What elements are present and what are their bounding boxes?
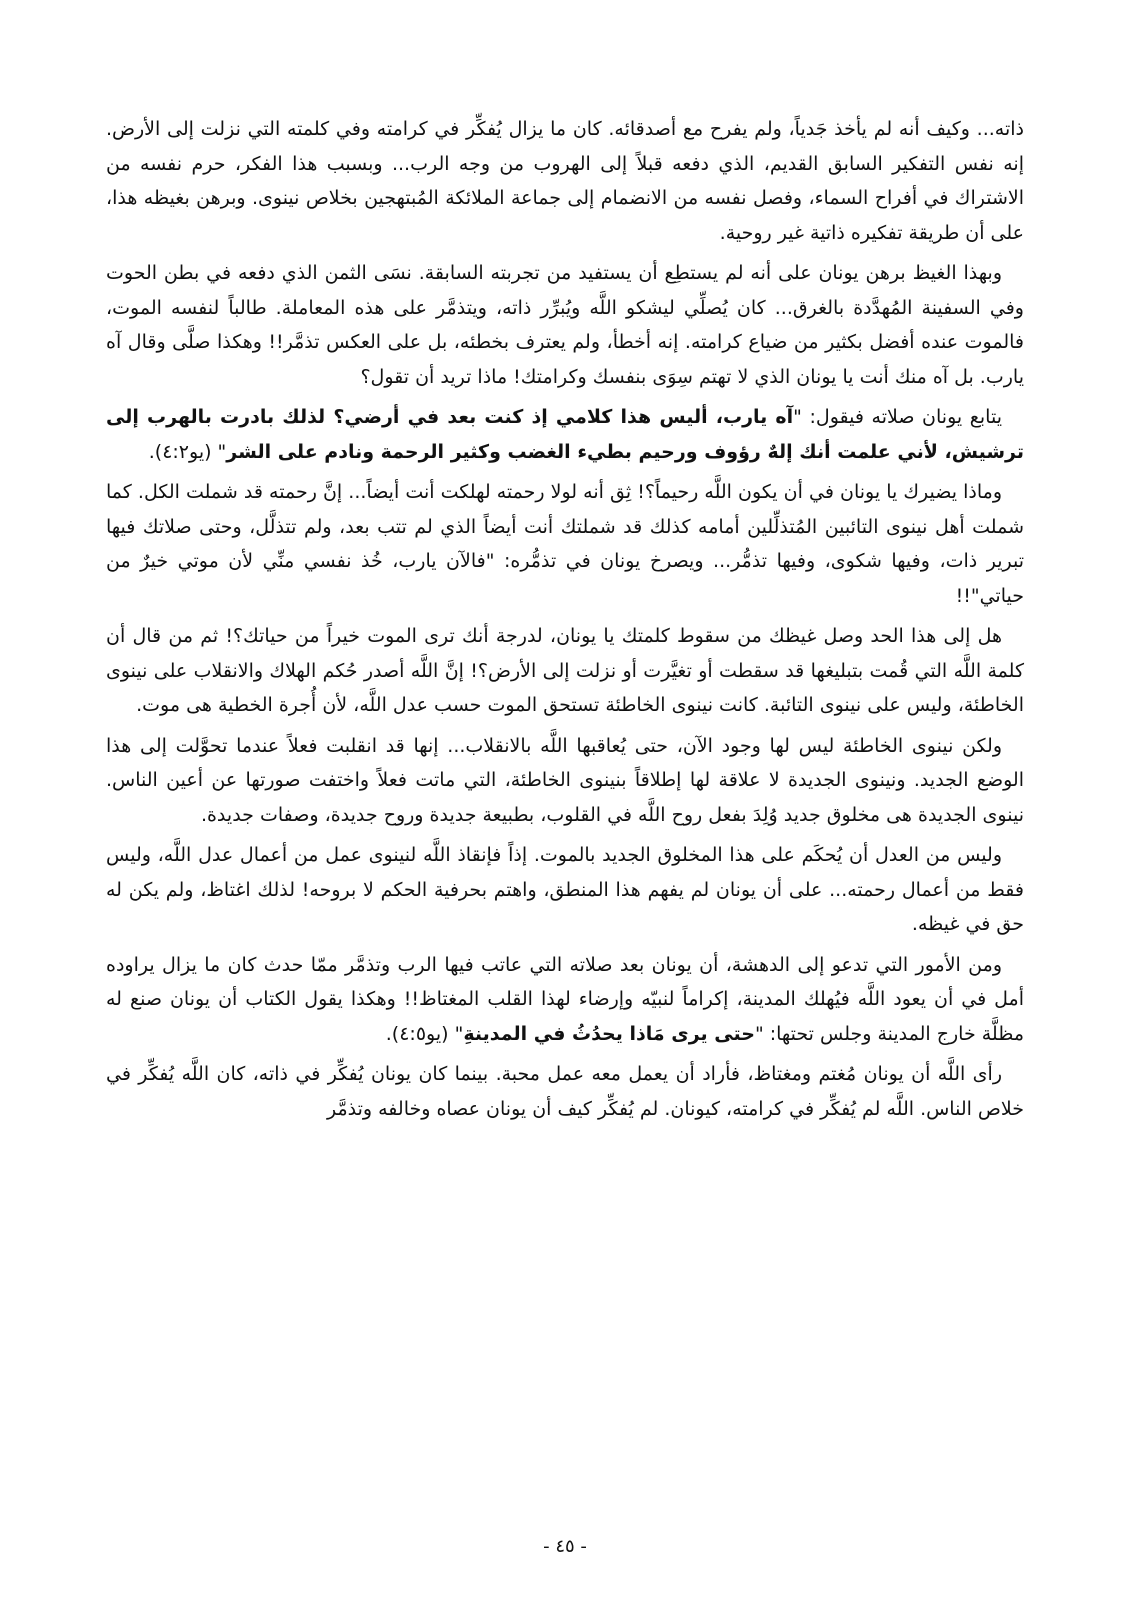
page-body (106, 112, 1024, 1132)
paragraph-8 (106, 948, 1024, 1052)
paragraph-2 (106, 256, 1024, 394)
paragraph-1 (106, 112, 1024, 250)
paragraph-6-text: ولكن نينوى الخاطئة ليس لها وجود الآن، حتى يُعاقبها اللَّه بالانقلاب... إنها قد انقلبت فعلاً عندما تحوَّلت إلى هذا الوضع الجديد. ونينوى الجديدة لا علاقة لها إطلاقاً بنينوى الخاطئة، التي ماتت فعلاً واختفت صورتها عن أعين الناس. نينوى الجديدة هى مخلوق جديد وُلِدَ بفعل روح اللَّه في القلوب، بطبيعة جديدة وروح جديدة، وصفات جديدة. (106, 734, 1024, 826)
paragraph-7-text: وليس من العدل أن يُحكَم على هذا المخلوق الجديد بالموت. إذاً فإنقاذ اللَّه لنينوى عمل من أعمال عدل اللَّه، وليس فقط من أعمال رحمته... على أن يونان لم يفهم هذا المنطق، واهتم بحرفية الحكم لا بروحه! لذلك اغتاظ، ولم يكن له حق في غيظه. (106, 844, 1024, 935)
paragraph-5-text: هل إلى هذا الحد وصل غيظك من سقوط كلمتك يا يونان، لدرجة أنك ترى الموت خيراً من حياتك؟! ثم من قال أن كلمة اللَّه التي قُمت بتبليغها قد سقطت أو تغيَّرت أو نزلت إلى الأرض؟! إنَّ اللَّه أصدر حُكم الهلاك والانقلاب على نينوى الخاطئة، وليس على نينوى التائبة. كانت نينوى الخاطئة تستحق الموت حسب عدل اللَّه، لأن أُجرة الخطية هى موت. (106, 625, 1024, 716)
paragraph-3 (106, 400, 1024, 469)
paragraph-1-text: ذاته... وكيف أنه لم يأخذ جَدياً، ولم يفرح مع أصدقائه. كان ما يزال يُفكِّر في كرامته وفي كلمته التي نزلت إلى الأرض. إنه نفس التفكير السابق القديم، الذي دفعه قبلاً إلى الهروب من وجه الرب... وبسبب هذا الفكر، حرم نفسه من الاشتراك في أفراح السماء، وفصل نفسه من الانضمام إلى جماعة الملائكة المُبتهجين بخلاص نينوى. وبرهن بغيظه هذا، على أن طريقة تفكيره ذاتية غير روحية. (106, 118, 1024, 244)
paragraph-4-text: وماذا يضيرك يا يونان في أن يكون اللَّه رحيماً؟! ثِق أنه لولا رحمته لهلكت أنت أيضاً... إنَّ رحمته قد شملت الكل. كما شملت أهل نينوى التائبين المُتذلِّلين أمامه كذلك قد شملتك أنت أيضاً الذي لم تتب بعد، ولم تتذلَّل، وحتى صلاتك فيها تبرير ذات، وفيها شكوى، وفيها تذمُّر... ويصرخ يونان في تذمُّره: "فالآن يارب، خُذ نفسي منِّي لأن موتي خيرٌ من حياتي"!! (106, 481, 1024, 607)
paragraph-8-intro: ومن الأمور التي تدعو إلى الدهشة، أن يونان بعد صلاته التي عاتب فيها الرب وتذمَّر ممّا حدث كان ما يزال يراوده أمل في أن يعود اللَّه فيُهلك المدينة، إكراماً لنبيّه وإرضاء لهذا القلب المغتاظ!! وهكذا يقول الكتاب أن يونان صنع له مظلَّة خارج المدينة وجلس تحتها: " (106, 953, 1024, 1045)
paragraph-8-reference: " (يو٤:٥). (385, 1022, 464, 1045)
paragraph-8-quote: حتى يرى مَاذا يحدُثُ في المدينةِ (463, 1022, 755, 1045)
paragraph-3-quote: آه يارب، أليس هذا كلامي إذ كنت بعد في أرضي؟ لذلك بادرت بالهرب إلى ترشيش، لأني علمت أنك إلهٌ رؤوف ورحيم بطيء الغضب وكثير الرحمة ونادم على الشر (106, 406, 1024, 463)
page-number: - ٤٥ - (543, 1536, 587, 1557)
paragraph-7 (106, 838, 1024, 942)
paragraph-4 (106, 475, 1024, 613)
paragraph-3-reference: " (يو٤:٢). (148, 440, 227, 463)
paragraph-9 (106, 1057, 1024, 1126)
paragraph-2-text: وبهذا الغيظ برهن يونان على أنه لم يستطِع أن يستفيد من تجربته السابقة. نسَى الثمن الذي دفعه في بطن الحوت وفي السفينة المُهدَّدة بالغرق... كان يُصلِّي ليشكو اللَّه ويُبرِّر ذاته، ويتذمَّر على هذه المعاملة. طالباً لنفسه الموت، فالموت عنده أفضل بكثير من ضياع كرامته. إنه أخطأ، ولم يعترف بخطئه، بل على العكس تذمَّر!! وهكذا صلَّى وقال آه يارب. بل آه منك أنت يا يونان الذي لا تهتم سِوَى بنفسك وكرامتك! ماذا تريد أن تقول؟ (106, 262, 1024, 388)
paragraph-6 (106, 729, 1024, 833)
paragraph-3-intro: يتابع يونان صلاته فيقول: " (793, 406, 1002, 428)
paragraph-9-text: رأى اللَّه أن يونان مُغتم ومغتاظ، فأراد أن يعمل معه عمل محبة. بينما كان يونان يُفكِّر في ذاته، كان اللَّه يُفكِّر في خلاص الناس. اللَّه لم يُفكِّر في كرامته، كيونان. لم يُفكِّر كيف أن يونان عصاه وخالفه وتذمَّر (106, 1063, 1024, 1120)
paragraph-5 (106, 619, 1024, 723)
